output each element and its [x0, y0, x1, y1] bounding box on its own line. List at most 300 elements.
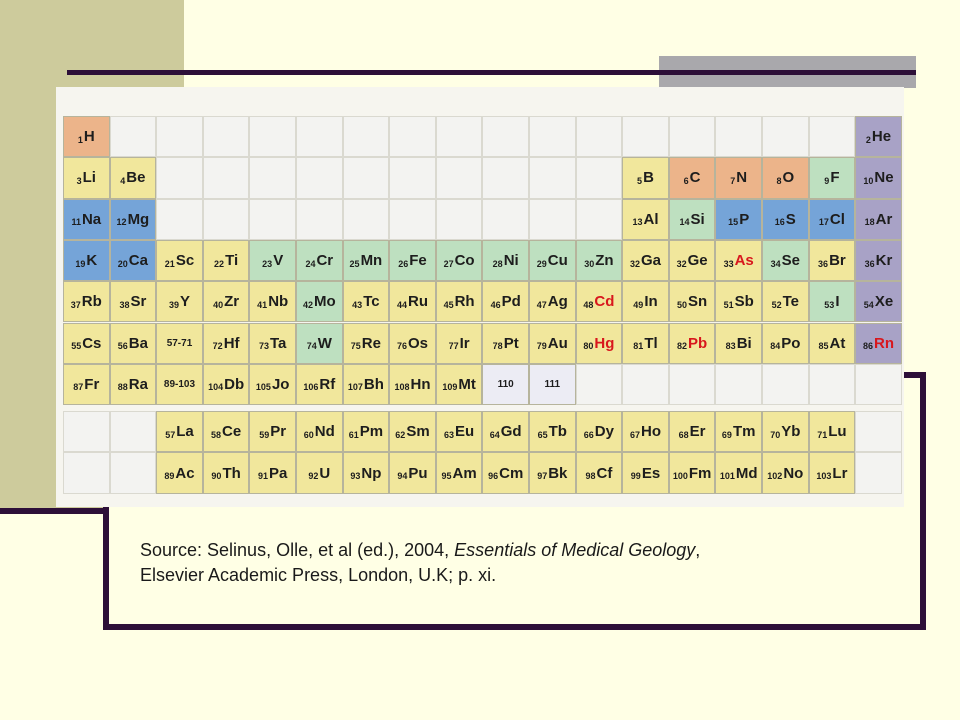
empty-cell	[436, 157, 483, 198]
atomic-number: 61	[348, 429, 359, 440]
atomic-number: 71	[817, 429, 828, 440]
empty-cell	[855, 411, 902, 452]
atomic-number: 21	[164, 258, 175, 269]
element-symbol: Zr	[224, 293, 240, 311]
element-symbol: Cf	[596, 464, 613, 482]
atomic-number: 104	[208, 382, 224, 393]
element-cell-al	[622, 199, 669, 240]
atomic-number: 9	[824, 175, 830, 186]
atomic-number: 14	[679, 217, 690, 228]
element-symbol: Md	[735, 464, 758, 482]
element-symbol: C	[689, 169, 701, 187]
element-cell-no	[762, 452, 809, 493]
atomic-number: 18	[864, 217, 875, 228]
element-symbol: In	[644, 293, 658, 311]
element-cell-hf	[203, 323, 250, 364]
atomic-number: 82	[677, 341, 688, 352]
atomic-number: 23	[262, 258, 273, 269]
element-cell-ac	[156, 452, 203, 493]
element-cell-hg	[576, 323, 623, 364]
element-cell-fm	[669, 452, 716, 493]
empty-cell	[296, 199, 343, 240]
empty-cell	[809, 364, 856, 405]
range-label: 89-103	[163, 378, 196, 390]
atomic-number: 87	[73, 382, 84, 393]
element-cell-cl	[809, 199, 856, 240]
atomic-number: 51	[723, 299, 734, 310]
atomic-number: 30	[584, 258, 595, 269]
element-cell-ag	[529, 281, 576, 322]
element-symbol: S	[785, 210, 796, 228]
atomic-number: 94	[397, 471, 408, 482]
element-symbol: Cl	[829, 210, 845, 228]
empty-cell	[63, 411, 110, 452]
element-cell-89103	[156, 364, 203, 405]
atomic-number: 62	[395, 429, 406, 440]
empty-cell	[482, 199, 529, 240]
atomic-number: 76	[396, 341, 407, 352]
atomic-number: 8	[776, 175, 782, 186]
element-cell-in	[622, 281, 669, 322]
atomic-number: 68	[678, 429, 689, 440]
element-symbol: Co	[454, 252, 475, 270]
element-symbol: Re	[361, 334, 381, 352]
element-symbol: Tb	[548, 423, 567, 441]
atomic-number: 3	[76, 175, 82, 186]
element-symbol: Ru	[407, 293, 428, 311]
element-symbol: Fr	[84, 375, 100, 393]
element-cell-h	[63, 116, 110, 157]
element-symbol: Ca	[128, 252, 148, 270]
element-symbol: Ti	[225, 252, 239, 270]
empty-cell	[669, 116, 716, 157]
element-symbol: Zn	[595, 252, 614, 270]
empty-cell	[296, 157, 343, 198]
atomic-number: 66	[583, 429, 594, 440]
element-symbol: Pm	[359, 423, 384, 441]
title-rule	[67, 70, 916, 75]
atomic-number: 36	[864, 258, 875, 269]
atomic-number: 88	[117, 382, 128, 393]
atomic-number: 24	[305, 258, 316, 269]
element-cell-zr	[203, 281, 250, 322]
atomic-number: 85	[818, 341, 829, 352]
element-symbol: As	[734, 252, 754, 270]
atomic-number: 2	[865, 134, 871, 145]
element-symbol: Mn	[360, 252, 383, 270]
element-cell-as	[715, 240, 762, 281]
atomic-number: 92	[308, 471, 319, 482]
element-cell-jo	[249, 364, 296, 405]
element-cell-at	[809, 323, 856, 364]
atomic-number: 59	[259, 429, 270, 440]
empty-cell	[576, 364, 623, 405]
atomic-number: 32	[676, 258, 687, 269]
element-cell-re	[343, 323, 390, 364]
atomic-number: 33	[723, 258, 734, 269]
element-cell-es	[622, 452, 669, 493]
empty-cell	[110, 411, 157, 452]
atomic-number: 42	[302, 299, 313, 310]
element-cell-nd	[296, 411, 343, 452]
element-symbol: Mt	[458, 375, 476, 393]
element-cell-np	[343, 452, 390, 493]
element-cell-nb	[249, 281, 296, 322]
element-symbol: Pu	[408, 464, 428, 482]
element-cell-c	[669, 157, 716, 198]
atomic-number: 6	[683, 175, 689, 186]
element-cell-5771	[156, 323, 203, 364]
empty-cell	[110, 116, 157, 157]
empty-cell	[63, 452, 110, 493]
element-cell-w	[296, 323, 343, 364]
element-symbol: No	[783, 464, 804, 482]
element-cell-mt	[436, 364, 483, 405]
element-symbol: H	[83, 128, 95, 146]
atomic-number: 34	[770, 258, 781, 269]
element-symbol: Ho	[640, 423, 661, 441]
element-cell-kr	[855, 240, 902, 281]
element-symbol: Es	[641, 464, 661, 482]
atomic-number: 98	[585, 471, 596, 482]
citation-comma: ,	[695, 540, 701, 560]
empty-cell	[622, 116, 669, 157]
element-cell-cs	[63, 323, 110, 364]
element-symbol: Au	[547, 334, 568, 352]
element-cell-sm	[389, 411, 436, 452]
element-symbol: Se	[781, 252, 800, 270]
element-symbol: Tl	[644, 334, 658, 352]
empty-cell	[482, 157, 529, 198]
atomic-number: 44	[396, 299, 407, 310]
element-symbol: Be	[126, 169, 146, 187]
element-cell-sb	[715, 281, 762, 322]
element-cell-se	[762, 240, 809, 281]
empty-cell	[249, 199, 296, 240]
atomic-number: 60	[303, 429, 314, 440]
atomic-number: 69	[721, 429, 732, 440]
empty-cell	[715, 116, 762, 157]
element-cell-ba	[110, 323, 157, 364]
element-cell-li	[63, 157, 110, 198]
empty-cell	[389, 116, 436, 157]
element-cell-te	[762, 281, 809, 322]
atomic-number: 99	[630, 471, 641, 482]
atomic-number: 28	[492, 258, 503, 269]
empty-cell	[855, 452, 902, 493]
element-cell-i	[809, 281, 856, 322]
element-cell-md	[715, 452, 762, 493]
element-cell-k	[63, 240, 110, 281]
element-symbol: Ag	[547, 293, 568, 311]
atomic-number: 67	[629, 429, 640, 440]
element-symbol: Ac	[175, 464, 195, 482]
element-symbol: Tc	[363, 293, 380, 311]
element-cell-la	[156, 411, 203, 452]
empty-cell	[110, 452, 157, 493]
element-symbol: Hg	[594, 334, 615, 352]
atomic-number: 1	[77, 134, 83, 145]
empty-cell	[529, 157, 576, 198]
atomic-number: 36	[818, 258, 829, 269]
empty-cell	[762, 364, 809, 405]
element-symbol: W	[317, 334, 332, 352]
atomic-number: 90	[211, 471, 222, 482]
element-cell-rh	[436, 281, 483, 322]
element-symbol: Ne	[874, 169, 894, 187]
element-cell-ni	[482, 240, 529, 281]
atomic-number: 17	[818, 217, 829, 228]
element-symbol: Pd	[501, 293, 521, 311]
empty-cell	[762, 116, 809, 157]
citation-publisher: Elsevier Academic Press, London, U.K; p. xi.	[140, 565, 497, 585]
atomic-number: 13	[632, 217, 643, 228]
empty-cell	[203, 157, 250, 198]
element-cell-th	[203, 452, 250, 493]
element-cell-bi	[715, 323, 762, 364]
element-cell-sn	[669, 281, 716, 322]
atomic-number: 106	[303, 382, 319, 393]
atomic-number: 97	[537, 471, 548, 482]
element-cell-co	[436, 240, 483, 281]
element-cell-v	[249, 240, 296, 281]
element-cell-gd	[482, 411, 529, 452]
atomic-number: 80	[583, 341, 594, 352]
element-symbol: Xe	[874, 293, 894, 311]
element-symbol: F	[830, 169, 840, 187]
element-symbol: La	[176, 423, 194, 441]
element-cell-eu	[436, 411, 483, 452]
element-cell-tc	[343, 281, 390, 322]
atomic-number: 81	[633, 341, 644, 352]
empty-cell	[855, 364, 902, 405]
atomic-number: 63	[444, 429, 455, 440]
atomic-number: 105	[255, 382, 271, 393]
element-cell-ge	[669, 240, 716, 281]
atomic-number: 84	[770, 341, 781, 352]
atomic-number: 50	[677, 299, 688, 310]
element-symbol: K	[86, 252, 98, 270]
element-symbol: Bi	[736, 334, 752, 352]
element-symbol: Lu	[828, 423, 847, 441]
atomic-number: 26	[398, 258, 409, 269]
atomic-number: 37	[70, 299, 81, 310]
atomic-number: 47	[536, 299, 547, 310]
element-cell-ti	[203, 240, 250, 281]
element-cell-pt	[482, 323, 529, 364]
element-symbol: Rh	[454, 293, 475, 311]
atomic-number: 11	[71, 217, 81, 228]
element-symbol: Ba	[128, 334, 148, 352]
element-cell-ru	[389, 281, 436, 322]
atomic-number: 65	[537, 429, 548, 440]
element-cell-pu	[389, 452, 436, 493]
atomic-number: 83	[725, 341, 736, 352]
empty-cell	[343, 157, 390, 198]
element-cell-mn	[343, 240, 390, 281]
atomic-number: 58	[210, 429, 221, 440]
element-cell-dy	[576, 411, 623, 452]
element-cell-f	[809, 157, 856, 198]
element-cell-pm	[343, 411, 390, 452]
empty-cell	[809, 116, 856, 157]
element-symbol: Pb	[688, 334, 708, 352]
element-cell-u	[296, 452, 343, 493]
element-symbol: Ge	[687, 252, 708, 270]
element-cell-ho	[622, 411, 669, 452]
element-symbol: Br	[829, 252, 846, 270]
empty-cell	[576, 157, 623, 198]
atomic-number: 57	[165, 429, 176, 440]
atomic-number: 43	[352, 299, 363, 310]
citation-prefix: Source: Selinus, Olle, et al (ed.), 2004,	[140, 540, 455, 560]
element-cell-xe	[855, 281, 902, 322]
citation-book-title: Essentials of Medical Geology	[454, 540, 696, 560]
element-symbol: Dy	[594, 423, 614, 441]
atomic-number: 40	[213, 299, 224, 310]
element-symbol: Sm	[406, 423, 430, 441]
empty-cell	[482, 116, 529, 157]
element-cell-zn	[576, 240, 623, 281]
element-cell-be	[110, 157, 157, 198]
atomic-number: 54	[863, 299, 874, 310]
element-symbol: Ta	[269, 334, 287, 352]
empty-cell	[576, 199, 623, 240]
element-symbol: Sn	[688, 293, 708, 311]
element-cell-110	[482, 364, 529, 405]
source-citation	[140, 538, 910, 588]
atomic-number: 93	[350, 471, 361, 482]
atomic-number: 79	[536, 341, 547, 352]
element-symbol: Er	[689, 423, 706, 441]
element-symbol: Fe	[409, 252, 427, 270]
element-cell-po	[762, 323, 809, 364]
element-symbol: He	[871, 128, 892, 146]
element-symbol: Am	[452, 464, 477, 482]
atomic-number: 64	[489, 429, 500, 440]
element-cell-db	[203, 364, 250, 405]
atomic-number: 107	[347, 382, 363, 393]
element-symbol: Sr	[130, 293, 147, 311]
empty-cell	[576, 116, 623, 157]
element-cell-ta	[249, 323, 296, 364]
element-cell-au	[529, 323, 576, 364]
atomic-number: 103	[816, 471, 832, 482]
atomic-number: 78	[492, 341, 503, 352]
empty-cell	[343, 116, 390, 157]
element-symbol: Ce	[222, 423, 242, 441]
range-label: 57-71	[166, 337, 193, 349]
periodic-table-image	[56, 87, 904, 507]
element-cell-ga	[622, 240, 669, 281]
element-symbol: Lr	[832, 464, 848, 482]
element-cell-tb	[529, 411, 576, 452]
range-label: 110	[497, 378, 514, 390]
element-symbol: Nd	[314, 423, 335, 441]
element-cell-ar	[855, 199, 902, 240]
element-symbol: Mg	[127, 210, 150, 228]
atomic-number: 89	[164, 471, 175, 482]
atomic-number: 55	[71, 341, 82, 352]
empty-cell	[249, 157, 296, 198]
element-cell-er	[669, 411, 716, 452]
element-cell-111	[529, 364, 576, 405]
element-symbol: Eu	[455, 423, 475, 441]
element-cell-os	[389, 323, 436, 364]
atomic-number: 48	[583, 299, 594, 310]
atomic-number: 74	[306, 341, 317, 352]
element-cell-pd	[482, 281, 529, 322]
element-symbol: Si	[690, 210, 705, 228]
element-symbol: B	[643, 169, 654, 187]
element-cell-rf	[296, 364, 343, 405]
element-cell-cu	[529, 240, 576, 281]
element-cell-n	[715, 157, 762, 198]
empty-cell	[529, 116, 576, 157]
atomic-number: 73	[258, 341, 269, 352]
atomic-number: 41	[257, 299, 268, 310]
atomic-number: 5	[637, 175, 643, 186]
atomic-number: 25	[349, 258, 360, 269]
element-symbol: Li	[82, 169, 96, 187]
element-cell-ir	[436, 323, 483, 364]
element-cell-mg	[110, 199, 157, 240]
element-symbol: Y	[179, 293, 190, 311]
range-label: 111	[544, 378, 561, 390]
atomic-number: 109	[442, 382, 458, 393]
element-symbol: Pr	[270, 423, 287, 441]
element-symbol: O	[782, 169, 795, 187]
atomic-number: 19	[75, 258, 86, 269]
atomic-number: 7	[730, 175, 736, 186]
element-cell-na	[63, 199, 110, 240]
atomic-number: 95	[441, 471, 452, 482]
element-cell-am	[436, 452, 483, 493]
element-cell-mo	[296, 281, 343, 322]
atomic-number: 108	[394, 382, 410, 393]
element-symbol: Np	[361, 464, 382, 482]
element-cell-cd	[576, 281, 623, 322]
element-symbol: Po	[781, 334, 801, 352]
element-symbol: V	[273, 252, 284, 270]
element-cell-tl	[622, 323, 669, 364]
element-cell-lr	[809, 452, 856, 493]
atomic-number: 72	[212, 341, 223, 352]
empty-cell	[529, 199, 576, 240]
element-symbol: Cs	[82, 334, 102, 352]
element-cell-cr	[296, 240, 343, 281]
atomic-number: 20	[117, 258, 128, 269]
element-symbol: Cm	[499, 464, 524, 482]
element-symbol: Jo	[271, 375, 290, 393]
element-symbol: Hn	[410, 375, 431, 393]
element-cell-p	[715, 199, 762, 240]
element-symbol: Fm	[688, 464, 712, 482]
element-cell-b	[622, 157, 669, 198]
atomic-number: 91	[258, 471, 269, 482]
empty-cell	[669, 364, 716, 405]
element-cell-yb	[762, 411, 809, 452]
element-symbol: Pa	[269, 464, 288, 482]
element-symbol: Nb	[268, 293, 289, 311]
element-symbol: Rb	[81, 293, 102, 311]
empty-cell	[436, 199, 483, 240]
element-symbol: Te	[782, 293, 799, 311]
element-symbol: Cd	[594, 293, 615, 311]
atomic-number: 16	[774, 217, 785, 228]
atomic-number: 45	[443, 299, 454, 310]
element-symbol: Hf	[223, 334, 240, 352]
